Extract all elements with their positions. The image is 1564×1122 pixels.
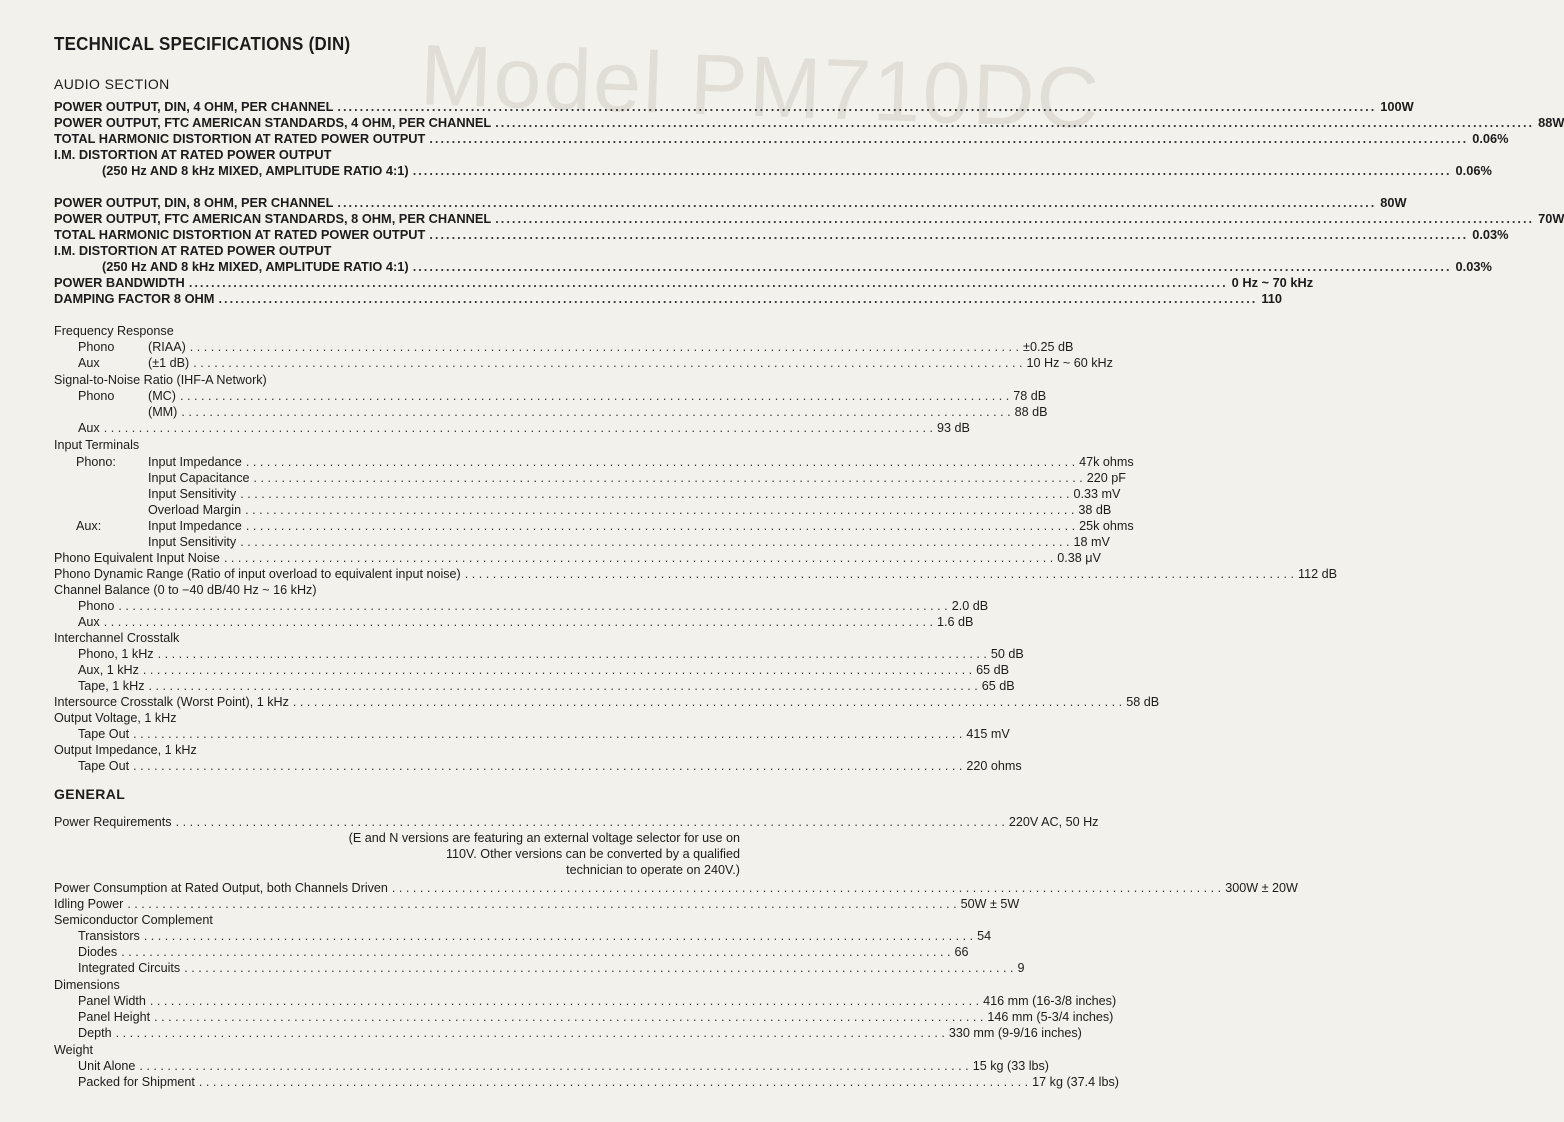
spec-label: Diodes	[78, 945, 118, 959]
spec-label: Depth	[78, 1026, 112, 1040]
spec-row	[54, 815, 1099, 830]
spec-label: Phono Dynamic Range (Ratio of input overload to equivalent input noise)	[54, 567, 461, 581]
spec-value: 38 dB	[1078, 503, 1112, 517]
spec-row	[78, 961, 1025, 976]
spec-value: 0.06%	[1455, 163, 1492, 178]
spec-value: 0 Hz ~ 70 kHz	[1231, 275, 1314, 290]
spec-row	[78, 727, 1010, 742]
spec-label: Packed for Shipment	[78, 1075, 195, 1089]
spec-label	[78, 356, 189, 371]
spec-row	[78, 599, 989, 614]
input-name: Aux	[78, 421, 100, 435]
spec-row	[78, 615, 974, 630]
dot-leader	[184, 961, 1013, 976]
spec-row	[54, 567, 1337, 582]
spec-row	[78, 945, 969, 960]
dot-leader	[429, 227, 1468, 242]
dot-leader	[246, 455, 1075, 470]
spec-label: Aux, 1 kHz	[78, 663, 139, 677]
dot-leader	[240, 535, 1069, 550]
dot-leader	[144, 929, 973, 944]
spec-label: POWER OUTPUT, FTC AMERICAN STANDARDS, 4 OHM, PER CHANNEL	[54, 115, 492, 130]
spec-row	[78, 389, 1047, 404]
spec-value: 17 kg (37.4 lbs)	[1032, 1075, 1119, 1089]
dot-leader	[190, 340, 1019, 355]
spec-row	[78, 356, 1113, 371]
dimensions-heading: Dimensions	[54, 978, 120, 992]
spec-label	[78, 340, 186, 355]
freq-heading: Frequency Response	[54, 324, 174, 338]
dot-leader	[158, 647, 987, 662]
spec-value: 80W	[1380, 195, 1407, 210]
spec-row	[148, 471, 1127, 486]
spec-label: Input Impedance	[148, 455, 242, 469]
spec-row	[78, 340, 1074, 355]
spec-row	[54, 695, 1160, 710]
spec-value: 416 mm (16-3/8 inches)	[983, 994, 1117, 1008]
input-name: Aux	[78, 615, 100, 629]
spec-row	[148, 487, 1121, 502]
spec-value: 25k ohms	[1079, 519, 1134, 533]
spec-label: Panel Width	[78, 994, 146, 1008]
spec-label: POWER OUTPUT, FTC AMERICAN STANDARDS, 8 OHM, PER CHANNEL	[54, 211, 492, 226]
spec-label: Power Consumption at Rated Output, both Channels Driven	[54, 881, 388, 895]
general-section-heading: GENERAL	[54, 786, 126, 802]
spec-row	[78, 1075, 1119, 1090]
dot-leader	[224, 551, 1053, 566]
spec-row	[78, 647, 1024, 662]
spec-row	[54, 131, 1509, 146]
spec-label: Intersource Crosstalk (Worst Point), 1 kHz	[54, 695, 289, 709]
spec-label: TOTAL HARMONIC DISTORTION AT RATED POWER OUTPUT	[54, 227, 426, 242]
spec-value: 0.03%	[1472, 227, 1509, 242]
spec-row	[54, 195, 1407, 210]
spec-label: TOTAL HARMONIC DISTORTION AT RATED POWER OUTPUT	[54, 131, 426, 146]
weight-heading: Weight	[54, 1043, 93, 1057]
dot-leader	[118, 599, 947, 614]
spec-label: Input Capacitance	[148, 471, 250, 485]
input-name: Phono	[78, 389, 115, 403]
spec-label: Panel Height	[78, 1010, 151, 1024]
spec-row	[78, 663, 1010, 678]
dot-leader	[337, 195, 1376, 210]
spec-label: (250 Hz AND 8 kHz MIXED, AMPLITUDE RATIO 4:1)	[102, 163, 409, 178]
audio-section-heading: AUDIO SECTION	[54, 76, 170, 92]
spec-value: 54	[977, 929, 992, 943]
spec-label: Power Requirements	[54, 815, 172, 829]
spec-row	[54, 897, 1020, 912]
dot-leader	[193, 356, 1022, 371]
spec-value: 9	[1017, 961, 1025, 975]
dot-leader	[392, 881, 1221, 896]
dot-leader	[133, 759, 962, 774]
spec-value: 330 mm (9-9/16 inches)	[948, 1026, 1082, 1040]
spec-row	[54, 227, 1509, 242]
spec-row	[54, 275, 1314, 290]
spec-label: Tape Out	[78, 759, 130, 773]
dot-leader	[189, 275, 1228, 290]
spec-value: 1.6 dB	[936, 615, 974, 629]
crosstalk-heading: Interchannel Crosstalk	[54, 631, 180, 645]
spec-label: POWER OUTPUT, DIN, 8 OHM, PER CHANNEL	[54, 195, 334, 210]
dot-leader	[413, 163, 1452, 178]
spec-row	[148, 455, 1134, 470]
spec-label: Tape Out	[78, 727, 130, 741]
page-title: TECHNICAL SPECIFICATIONS (DIN)	[54, 34, 351, 54]
spec-value: 220 ohms	[966, 759, 1022, 773]
output-impedance-heading: Output Impedance, 1 kHz	[54, 743, 197, 757]
spec-row	[78, 1010, 1114, 1025]
spec-value: 65 dB	[981, 679, 1015, 693]
input-name: Phono:	[76, 455, 116, 469]
spec-row	[148, 519, 1134, 534]
spec-row	[148, 503, 1112, 518]
spec-value: 50 dB	[990, 647, 1024, 661]
watermark: Model PM710DC	[418, 27, 1103, 147]
spec-label: Input Sensitivity	[148, 535, 237, 549]
dot-leader	[176, 815, 1005, 830]
spec-value: 66	[954, 945, 969, 959]
spec-value: ±0.25 dB	[1023, 340, 1074, 354]
dot-leader	[240, 487, 1069, 502]
spec-label: Input Sensitivity	[148, 487, 237, 501]
spec-value: 15 kg (33 lbs)	[972, 1059, 1049, 1073]
dot-leader	[293, 695, 1122, 710]
spec-value: 0.38 μV	[1057, 551, 1101, 565]
snr-heading: Signal-to-Noise Ratio (IHF-A Network)	[54, 373, 267, 387]
spec-label: I.M. DISTORTION AT RATED POWER OUTPUT	[54, 147, 332, 162]
dot-leader	[139, 1059, 968, 1074]
spec-row	[54, 551, 1101, 566]
dot-leader	[199, 1075, 1028, 1090]
voltage-note-line: technician to operate on 240V.)	[566, 863, 740, 877]
spec-row	[148, 535, 1110, 550]
dot-leader	[495, 115, 1534, 130]
dot-leader	[143, 663, 972, 678]
voltage-note-line: (E and N versions are featuring an external voltage selector for use on	[348, 831, 740, 845]
dot-leader	[133, 727, 962, 742]
dot-leader	[127, 897, 956, 912]
condition-label: (±1 dB)	[148, 356, 190, 370]
dot-leader	[149, 679, 978, 694]
spec-row	[54, 99, 1414, 114]
dot-leader	[465, 567, 1294, 582]
spec-value: 146 mm (5-3/4 inches)	[987, 1010, 1114, 1024]
spec-row	[54, 115, 1564, 130]
dot-leader	[254, 471, 1083, 486]
spec-value: 0.33 mV	[1073, 487, 1121, 501]
spec-value: 220 pF	[1086, 471, 1127, 485]
spec-row	[78, 994, 1117, 1009]
dot-leader	[150, 994, 979, 1009]
input-name: Aux:	[76, 519, 102, 533]
spec-value: 10 Hz ~ 60 kHz	[1026, 356, 1113, 370]
spec-row	[54, 211, 1564, 226]
spec-label: POWER BANDWIDTH	[54, 275, 185, 290]
spec-row	[78, 1026, 1082, 1041]
spec-row	[54, 291, 1282, 306]
spec-label: Tape, 1 kHz	[78, 679, 145, 693]
spec-value: 0.06%	[1472, 131, 1509, 146]
spec-row	[78, 1059, 1049, 1074]
spec-row	[54, 881, 1298, 896]
spec-value: 220V AC, 50 Hz	[1008, 815, 1099, 829]
spec-label: Input Impedance	[148, 519, 242, 533]
spec-value: 88W	[1538, 115, 1564, 130]
output-voltage-heading: Output Voltage, 1 kHz	[54, 711, 177, 725]
spec-row	[78, 759, 1022, 774]
dot-leader	[104, 615, 933, 630]
spec-value: 50W ± 5W	[960, 897, 1020, 911]
spec-value: 100W	[1380, 99, 1414, 114]
condition-label: (MC)	[148, 389, 176, 403]
spec-label	[78, 389, 176, 404]
spec-value: 0.03%	[1455, 259, 1492, 274]
dot-leader	[337, 99, 1376, 114]
spec-value: 18 mV	[1073, 535, 1110, 549]
spec-row	[102, 163, 1492, 178]
spec-label: Unit Alone	[78, 1059, 136, 1073]
dot-leader	[413, 259, 1452, 274]
spec-value: 110	[1261, 291, 1282, 306]
balance-heading: Channel Balance (0 to −40 dB/40 Hz ~ 16 kHz)	[54, 583, 317, 597]
dot-leader	[495, 211, 1534, 226]
spec-value: 65 dB	[976, 663, 1010, 677]
dot-leader	[429, 131, 1468, 146]
spec-value: 415 mV	[966, 727, 1010, 741]
input-terminals-heading: Input Terminals	[54, 438, 140, 452]
spec-value: 47k ohms	[1079, 455, 1134, 469]
spec-label: Phono Equivalent Input Noise	[54, 551, 220, 565]
spec-value: 70W	[1538, 211, 1564, 226]
spec-label: POWER OUTPUT, DIN, 4 OHM, PER CHANNEL	[54, 99, 334, 114]
dot-leader	[104, 421, 933, 436]
spec-label: (250 Hz AND 8 kHz MIXED, AMPLITUDE RATIO 4:1)	[102, 259, 409, 274]
spec-value: 300W ± 20W	[1225, 881, 1298, 895]
voltage-note-line: 110V. Other versions can be converted by a qualified	[445, 847, 740, 861]
input-name: Phono	[78, 599, 115, 613]
spec-row	[78, 421, 970, 436]
spec-label: DAMPING FACTOR 8 OHM	[54, 291, 215, 306]
spec-value: 78 dB	[1013, 389, 1047, 403]
spec-label: Transistors	[78, 929, 140, 943]
spec-row	[148, 405, 1048, 420]
spec-label: Phono, 1 kHz	[78, 647, 154, 661]
spec-label: Integrated Circuits	[78, 961, 181, 975]
dot-leader	[181, 405, 1010, 420]
dot-leader	[245, 503, 1074, 518]
dot-leader	[116, 1026, 945, 1041]
spec-row	[78, 929, 992, 944]
dot-leader	[246, 519, 1075, 534]
spec-row	[102, 259, 1492, 274]
spec-value: 2.0 dB	[951, 599, 989, 613]
input-name: Phono	[78, 340, 115, 354]
spec-value: 112 dB	[1298, 567, 1337, 581]
spec-value: 58 dB	[1126, 695, 1160, 709]
spec-value: 88 dB	[1014, 405, 1048, 419]
spec-row	[78, 679, 1015, 694]
input-name: Aux	[78, 356, 100, 370]
semiconductor-heading: Semiconductor Complement	[54, 913, 213, 927]
spec-value: 93 dB	[936, 421, 970, 435]
dot-leader	[180, 389, 1009, 404]
spec-label: Overload Margin	[148, 503, 242, 517]
dot-leader	[121, 945, 950, 960]
condition-label: (RIAA)	[148, 340, 186, 354]
dot-leader	[218, 291, 1257, 306]
spec-label: Idling Power	[54, 897, 124, 911]
condition-label: (MM)	[148, 405, 178, 419]
dot-leader	[154, 1010, 983, 1025]
spec-label: I.M. DISTORTION AT RATED POWER OUTPUT	[54, 243, 332, 258]
